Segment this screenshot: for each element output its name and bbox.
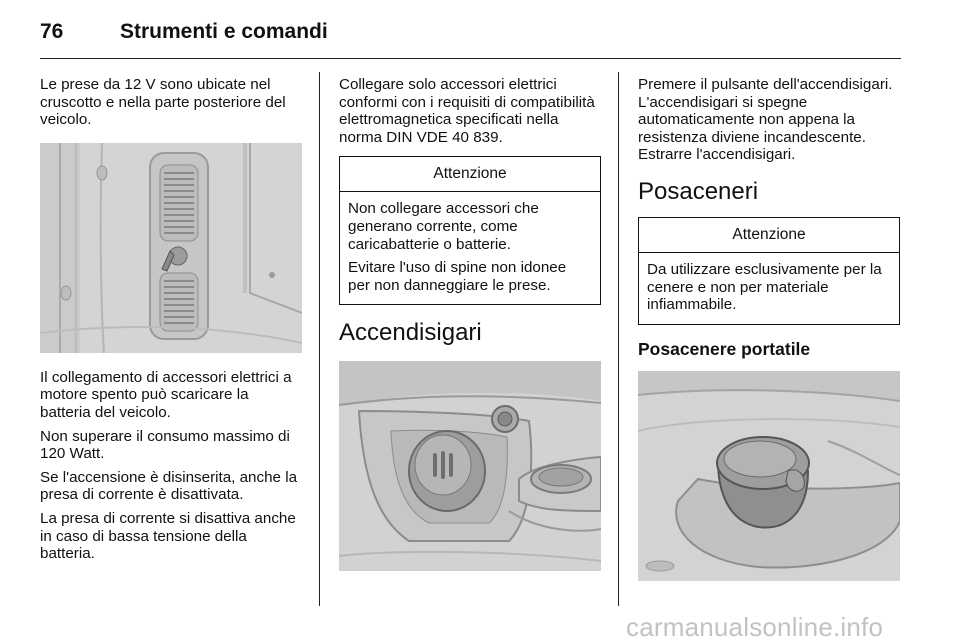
page-number: 76 — [40, 20, 64, 43]
portable-ashtray-illustration — [638, 371, 900, 581]
section-title: Strumenti e comandi — [120, 20, 328, 43]
body-paragraph: La presa di corrente si disattiva anche in caso di bassa tensione della batteria. — [40, 509, 296, 563]
header-rule — [40, 58, 901, 59]
column-3 — [638, 76, 900, 581]
watermark: carmanualsonline.info — [626, 612, 884, 642]
subsection-heading: Posacenere portatile — [638, 338, 811, 359]
column-1 — [40, 76, 302, 569]
column-divider — [319, 72, 320, 606]
intro-paragraph: Le prese da 12 V sono ubicate nel cruscotto e nella parte posteriore del veicolo. — [40, 76, 286, 129]
section-heading: Posaceneri — [638, 177, 759, 205]
cigarette-lighter-illustration — [339, 361, 601, 571]
intro-paragraph: Collegare solo accessori elettrici conformi con i requisiti di compatibilità elettromagnetica specificati nella norma DIN VDE 40 839. — [339, 76, 595, 146]
warning-box — [638, 217, 900, 325]
rear-socket-illustration — [40, 143, 302, 353]
warning-text: Evitare l'uso di spine non idonee per non danneggiare le prese. — [348, 259, 567, 294]
intro-paragraph: Premere il pulsante dell'accendisigari. L'accendisigari si spegne automaticamente non appena la resistenza diviene incandescente. Estrarre l'accendisigari. — [638, 76, 893, 164]
column-divider — [618, 72, 619, 606]
body-paragraph: Non superare il consumo massimo di 120 Watt. — [40, 427, 290, 463]
warning-text: Non collegare accessori che generano corrente, come caricabatterie o batterie. — [348, 200, 539, 253]
warning-text: Da utilizzare esclusivamente per la cenere e non per materiale infiammabile. — [647, 260, 882, 314]
section-heading: Accendisigari — [339, 319, 482, 347]
body-paragraph: Il collegamento di accessori elettrici a motore spento può scaricare la batteria del veicolo. — [40, 368, 292, 421]
warning-title: Attenzione — [340, 157, 600, 192]
column-2 — [339, 76, 601, 571]
body-paragraph: Se l'accensione è disinserita, anche la presa di corrente è disattivata. — [40, 468, 298, 504]
warning-title: Attenzione — [639, 218, 899, 253]
page-header — [40, 18, 900, 48]
warning-box — [339, 156, 601, 305]
